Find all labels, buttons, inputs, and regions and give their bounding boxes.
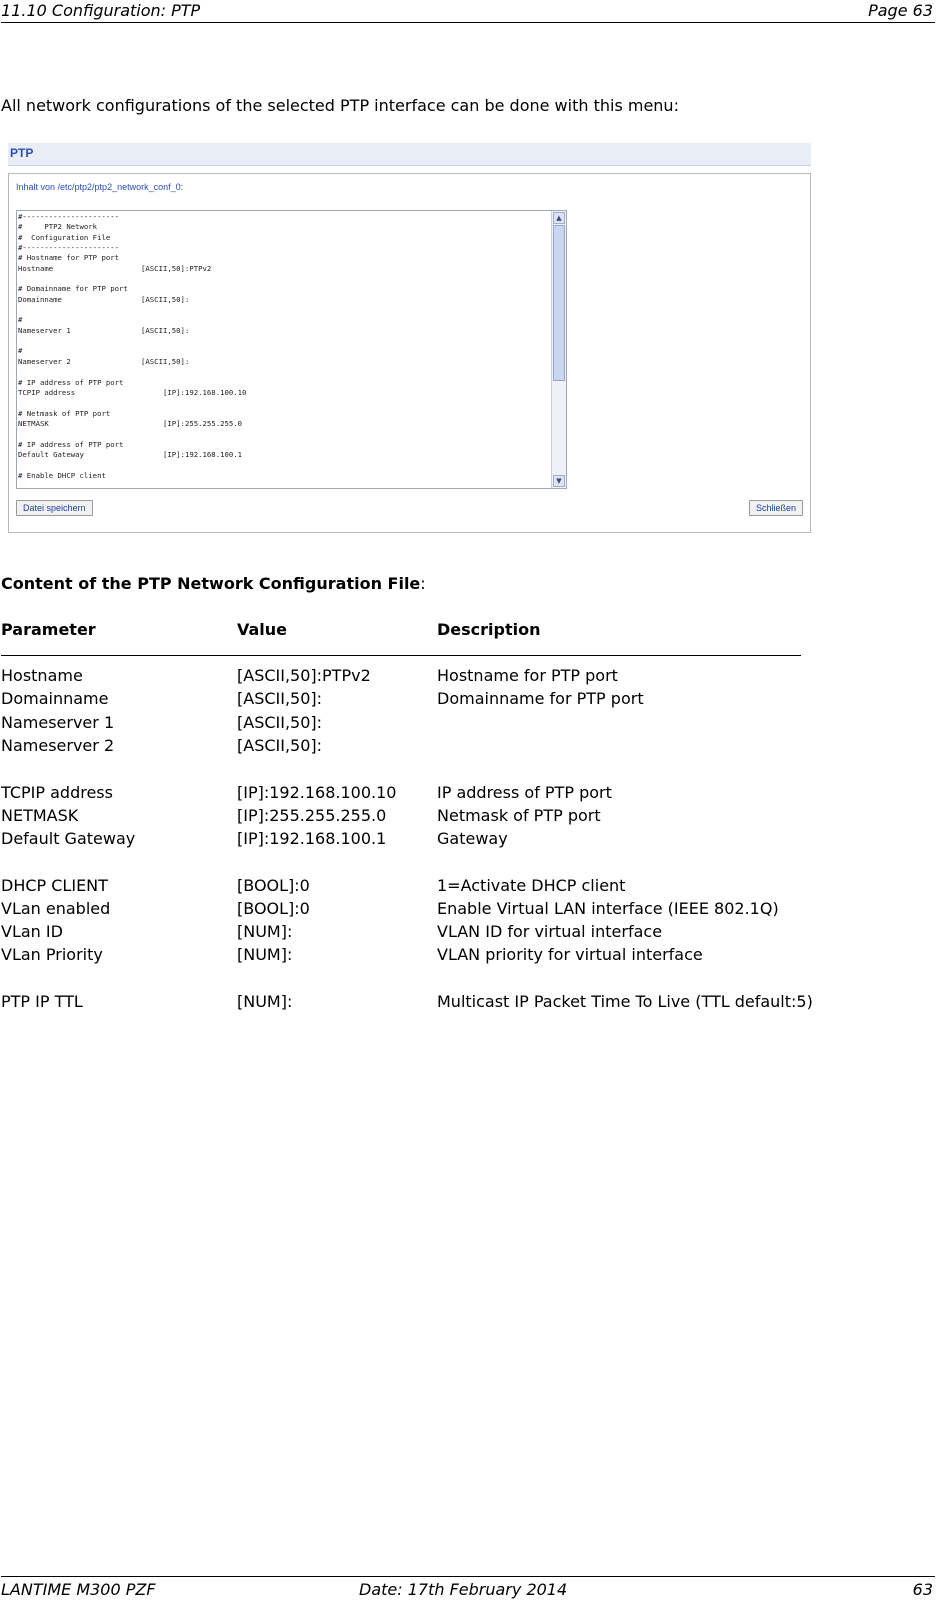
description-cell: IP address of PTP port <box>437 783 612 802</box>
param-cell: Nameserver 2 <box>1 736 115 755</box>
description-cell: Enable Virtual LAN interface (IEEE 802.1Q) <box>437 899 779 918</box>
param-cell: VLan Priority <box>1 945 103 964</box>
section-colon: : <box>420 574 426 593</box>
value-cell: [ASCII,50]: <box>237 689 323 708</box>
value-cell: [ASCII,50]: <box>237 736 323 755</box>
config-file-editor[interactable] <box>16 210 567 489</box>
value-cell: [BOOL]:0 <box>237 899 310 918</box>
param-cell: Hostname <box>1 666 83 685</box>
scroll-thumb[interactable] <box>553 225 565 381</box>
param-cell: VLan enabled <box>1 899 111 918</box>
value-cell: [NUM]: <box>237 992 293 1011</box>
footer-date: Date: 17th February 2014 <box>359 1580 568 1599</box>
value-cell: [NUM]: <box>237 945 293 964</box>
description-cell: 1=Activate DHCP client <box>437 876 626 895</box>
page-footer <box>1 1576 935 1603</box>
ptp-config-screenshot <box>8 143 811 533</box>
header-section-title: 11.10 Configuration: PTP <box>1 1 201 20</box>
table-header-rule <box>1 655 801 656</box>
footer-product: LANTIME M300 PZF <box>1 1580 156 1599</box>
save-file-button[interactable]: Datei speichern <box>16 500 93 516</box>
value-cell: [BOOL]:0 <box>237 876 310 895</box>
footer-page-number: 63 <box>912 1580 933 1599</box>
description-cell: Gateway <box>437 829 508 848</box>
file-path-label: Inhalt von /etc/ptp2/ptp2_network_conf_0: <box>16 182 184 192</box>
description-cell: Netmask of PTP port <box>437 806 601 825</box>
description-cell: VLAN ID for virtual interface <box>437 922 663 941</box>
param-cell: Nameserver 1 <box>1 713 115 732</box>
description-cell: Domainname for PTP port <box>437 689 644 708</box>
close-button[interactable]: Schließen <box>749 500 803 516</box>
config-panel <box>8 173 811 533</box>
description-cell: Multicast IP Packet Time To Live (TTL default:5) <box>437 992 813 1011</box>
ptp-title-bar <box>8 143 811 166</box>
scroll-up-icon[interactable]: ▲ <box>553 212 565 224</box>
column-header-parameter: Parameter <box>1 620 96 639</box>
description-cell: VLAN priority for virtual interface <box>437 945 703 964</box>
param-cell: TCPIP address <box>1 783 113 802</box>
intro-text: All network configurations of the selected PTP interface can be done with this menu: <box>1 96 679 115</box>
description-cell: Hostname for PTP port <box>437 666 618 685</box>
param-cell: PTP IP TTL <box>1 992 83 1011</box>
param-cell: Default Gateway <box>1 829 136 848</box>
header-page-number: Page 63 <box>868 1 933 20</box>
value-cell: [ASCII,50]:PTPv2 <box>237 666 371 685</box>
param-cell: Domainname <box>1 689 109 708</box>
param-cell: DHCP CLIENT <box>1 876 108 895</box>
column-header-description: Description <box>437 620 541 639</box>
value-cell: [NUM]: <box>237 922 293 941</box>
value-cell: [IP]:192.168.100.1 <box>237 829 387 848</box>
param-cell: NETMASK <box>1 806 79 825</box>
page-header <box>1 0 935 23</box>
ptp-title: PTP <box>10 146 34 160</box>
section-title: Content of the PTP Network Configuration File <box>1 574 421 593</box>
value-cell: [ASCII,50]: <box>237 713 323 732</box>
scroll-down-icon[interactable]: ▼ <box>553 475 565 487</box>
column-header-value: Value <box>237 620 288 639</box>
value-cell: [IP]:255.255.255.0 <box>237 806 387 825</box>
section-heading <box>1 574 426 593</box>
value-cell: [IP]:192.168.100.10 <box>237 783 397 802</box>
param-cell: VLan ID <box>1 922 63 941</box>
config-file-text[interactable]: #---------------------- # PTP2 Network # Configuration File #---------------------- # Hostname for PTP port Hostname [ASCII,50]:PTPv2 # Domainname for PTP port Domainname [ASCII,50]: # Nameserver 1 [ASCII,50]: # Nameserver 2 [ASCII,50]: # IP address of PTP port TCPIP address [IP]:192.168.100.10 # Netmask of PTP port NETMASK [IP]:255.255.255.0 # IP address of PTP port Default Gateway [IP]:192.168.100.1 # Enable DHCP client <box>18 212 247 480</box>
editor-scrollbar[interactable] <box>551 211 566 488</box>
